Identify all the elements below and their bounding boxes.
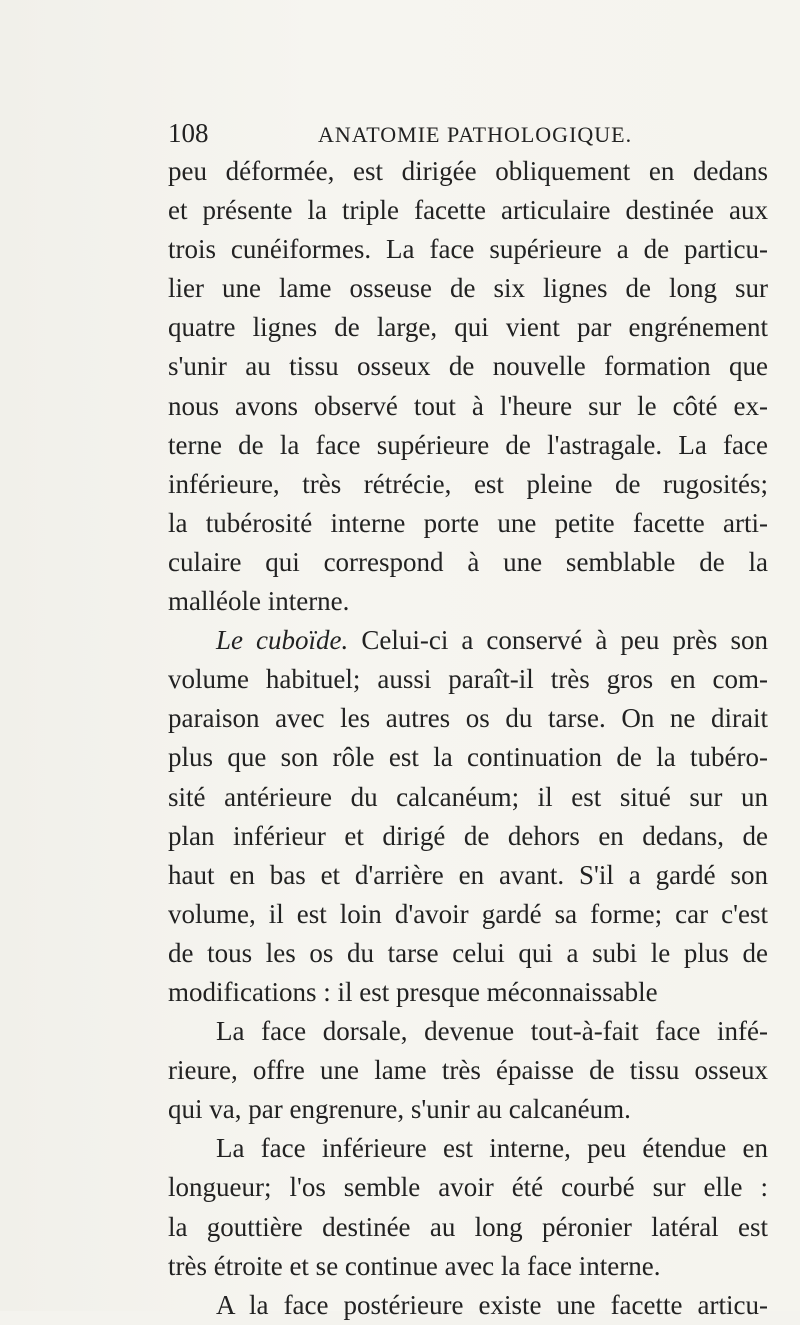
text-line: terne de la face supérieure de l'astragale. La face <box>168 429 768 460</box>
text-line: A la face postérieure existe une facette articu- <box>216 1289 768 1320</box>
text-line: la tubérosité interne porte une petite facette arti- <box>168 507 768 538</box>
text-line: quatre lignes de large, qui vient par engrénement <box>168 312 768 343</box>
page-header <box>168 118 788 148</box>
text-line: culaire qui correspond à une semblable de la <box>168 546 768 577</box>
text-line-remainder: Celui-ci a conservé à peu près son <box>361 625 769 656</box>
text-line: s'unir au tissu osseux de nouvelle formation que <box>168 351 768 382</box>
text-line: haut en bas et d'arrière en avant. S'il a gardé son <box>168 859 768 890</box>
text-line: plus que son rôle est la continuation de la tubéro- <box>168 742 768 773</box>
text-line-with-heading <box>168 621 768 660</box>
text-line: trois cunéiformes. La face supérieure a de particu- <box>168 234 768 265</box>
text-line: La face inférieure est interne, peu étendue en <box>216 1133 768 1164</box>
text-line: nous avons observé tout à l'heure sur le côté ex- <box>168 390 768 421</box>
body-text <box>168 152 768 1325</box>
text-line: lier une lame osseuse de six lignes de long sur <box>168 273 768 304</box>
text-line: malléole interne. <box>168 586 350 617</box>
text-line: volume habituel; aussi paraît-il très gros en com- <box>168 664 768 695</box>
section-heading-italic: Le cuboïde. <box>216 625 349 656</box>
text-line: inférieure, très rétrécie, est pleine de rugosités; <box>168 468 768 499</box>
text-line: modifications : il est presque méconnaissable <box>168 976 658 1007</box>
page-number: 108 <box>168 118 209 148</box>
text-line: la gouttière destinée au long péronier latéral est <box>168 1211 768 1242</box>
text-line: rieure, offre une lame très épaisse de tissu osseux <box>168 1055 768 1086</box>
text-line: peu déformée, est dirigée obliquement en dedans <box>168 156 768 186</box>
text-line: plan inférieur et dirigé de dehors en dedans, de <box>168 820 768 851</box>
text-line: La face dorsale, devenue tout-à-fait face infé- <box>216 1016 768 1047</box>
text-line: et présente la triple facette articulaire destinée aux <box>168 195 768 226</box>
text-line: qui va, par engrenure, s'unir au calcanéum. <box>168 1094 631 1125</box>
text-line: très étroite et se continue avec la face interne. <box>168 1250 661 1281</box>
text-line: volume, il est loin d'avoir gardé sa forme; car c'est <box>168 898 768 929</box>
text-line: longueur; l'os semble avoir été courbé sur elle : <box>168 1172 768 1203</box>
text-line: sité antérieure du calcanéum; il est situé sur un <box>168 781 768 812</box>
running-head: ANATOMIE PATHOLOGIQUE. <box>318 122 633 147</box>
text-line: paraison avec les autres os du tarse. On ne dirait <box>168 703 768 734</box>
text-line: de tous les os du tarse celui qui a subi le plus de <box>168 937 768 968</box>
